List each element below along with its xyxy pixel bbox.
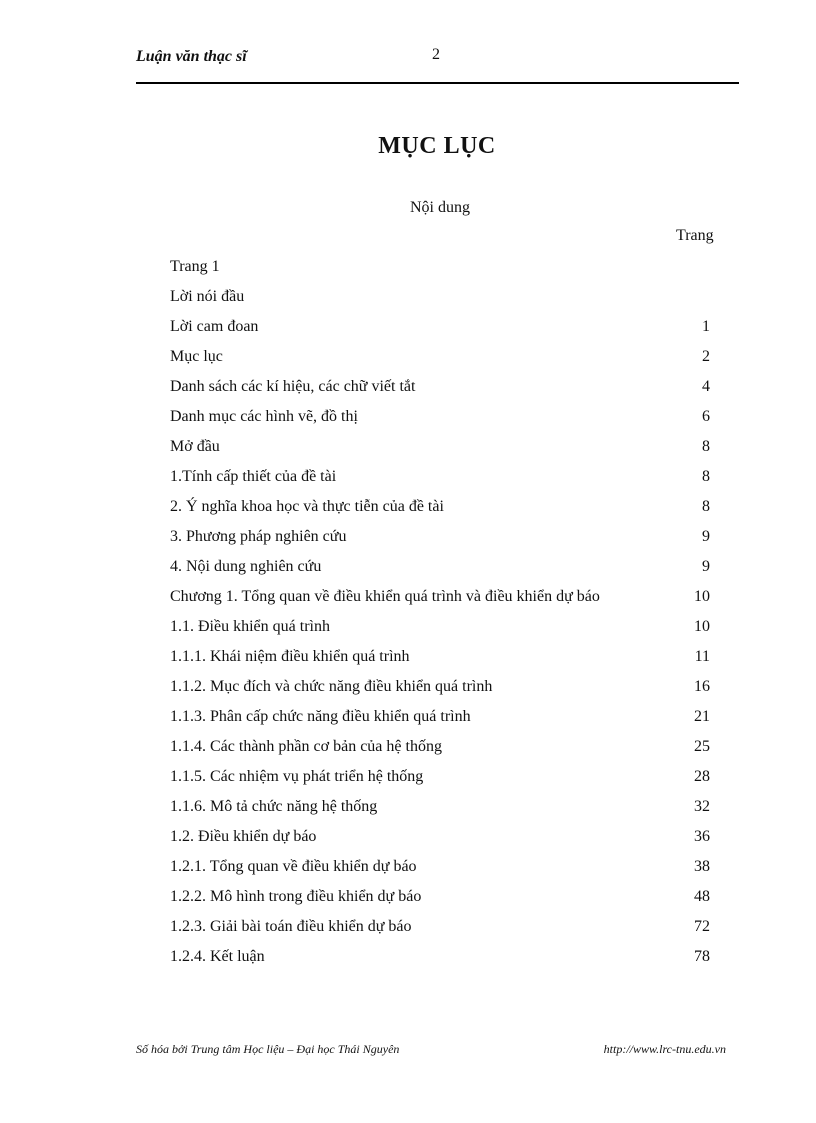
- toc-entry-page: 10: [694, 588, 710, 605]
- toc-entry: [170, 582, 710, 612]
- footer-url: http://www.lrc-tnu.edu.vn: [603, 1042, 726, 1056]
- toc-entry: [170, 342, 710, 372]
- toc-entry-page: 2: [702, 348, 710, 365]
- toc-entry: [170, 672, 710, 702]
- header-page-number: 2: [432, 46, 440, 63]
- toc-entry: [170, 402, 710, 432]
- toc-entry-page: 1: [702, 318, 710, 335]
- toc-entry: [170, 822, 710, 852]
- page-title: MỤC LỤC: [378, 133, 496, 159]
- toc-entry: [170, 612, 710, 642]
- toc-entry: [170, 252, 710, 282]
- toc-entry-page: 9: [702, 558, 710, 575]
- toc-entry-page: 21: [694, 708, 710, 725]
- toc-entry: [170, 852, 710, 882]
- toc-entry: [170, 702, 710, 732]
- content-column-header: Nội dung: [410, 199, 470, 216]
- toc-entry: [170, 372, 710, 402]
- toc-entry-label: 1.1.4. Các thành phần cơ bản của hệ thống: [170, 738, 442, 755]
- toc-entry-page: 4: [702, 378, 710, 395]
- toc-entry-page: 9: [702, 528, 710, 545]
- toc-entry-label: 1.2.4. Kết luận: [170, 948, 265, 965]
- toc-entry-label: 1.2.1. Tổng quan về điều khiển dự báo: [170, 858, 417, 875]
- toc-entry-label: 1.1.2. Mục đích và chức năng điều khiển quá trình: [170, 678, 493, 695]
- toc-entry: [170, 552, 710, 582]
- toc-entry-page: 8: [702, 438, 710, 455]
- toc-entry-label: Danh sách các kí hiệu, các chữ viết tắt: [170, 378, 416, 395]
- toc-entry-label: 1.1.6. Mô tả chức năng hệ thống: [170, 798, 378, 815]
- toc-entry: [170, 462, 710, 492]
- toc-entry-page: 11: [694, 648, 710, 665]
- toc-entry-label: 3. Phương pháp nghiên cứu: [170, 528, 347, 545]
- toc-entry-page: 36: [694, 828, 710, 845]
- toc-entry-label: 4. Nội dung nghiên cứu: [170, 558, 322, 575]
- toc-entry-label: 1.2.2. Mô hình trong điều khiển dự báo: [170, 888, 422, 905]
- toc-entry: [170, 942, 710, 972]
- header-thesis-label: Luận văn thạc sĩ: [136, 48, 247, 65]
- toc-entry-page: 28: [694, 768, 710, 785]
- toc-entry-label: 1.1.1. Khái niệm điều khiển quá trình: [170, 648, 410, 665]
- toc-entry: [170, 882, 710, 912]
- toc-entry-label: 1.1.5. Các nhiệm vụ phát triển hệ thống: [170, 768, 424, 785]
- toc-entry: [170, 522, 710, 552]
- toc-entry-label: Mục lục: [170, 348, 223, 365]
- toc-entry-page: 48: [694, 888, 710, 905]
- toc-entry-label: 2. Ý nghĩa khoa học và thực tiễn của đề tài: [170, 498, 444, 515]
- toc-entry-page: 25: [694, 738, 710, 755]
- toc-entry-page: 6: [702, 408, 710, 425]
- toc-entry: [170, 912, 710, 942]
- toc-entry-page: 38: [694, 858, 710, 875]
- toc-entry-page: 8: [702, 498, 710, 515]
- footer-digitized-by: Số hóa bởi Trung tâm Học liệu – Đại học Thái Nguyên: [136, 1042, 400, 1056]
- toc-entry-page: 32: [694, 798, 710, 815]
- toc-entry-page: 16: [694, 678, 710, 695]
- toc-entry: [170, 312, 710, 342]
- toc-entry-label: 1.1. Điều khiển quá trình: [170, 618, 330, 635]
- toc-entry-page: 72: [694, 918, 710, 935]
- toc-entry: [170, 762, 710, 792]
- toc-entry-label: Lời nói đầu: [170, 288, 245, 305]
- toc-entry: [170, 432, 710, 462]
- toc-entry-page: 8: [702, 468, 710, 485]
- toc-entry: [170, 732, 710, 762]
- toc-entry-label: 1.2.3. Giải bài toán điều khiển dự báo: [170, 918, 412, 935]
- toc-entry: [170, 492, 710, 522]
- toc-entry-label: Trang 1: [170, 258, 220, 275]
- toc-entry-label: Chương 1. Tổng quan về điều khiển quá trình và điều khiển dự báo: [170, 588, 600, 605]
- header-divider: [136, 82, 739, 84]
- toc-entry-label: Danh mục các hình vẽ, đồ thị: [170, 408, 358, 425]
- toc-entry-page: 78: [694, 948, 710, 965]
- toc-entry-label: 1.2. Điều khiển dự báo: [170, 828, 317, 845]
- toc-entry: [170, 642, 710, 672]
- table-of-contents: [170, 252, 710, 972]
- toc-entry: [170, 282, 710, 312]
- toc-entry-label: 1.Tính cấp thiết của đề tài: [170, 468, 337, 485]
- toc-entry-page: 10: [694, 618, 710, 635]
- toc-entry-label: Lời cam đoan: [170, 318, 259, 335]
- toc-entry-label: Mở đầu: [170, 438, 220, 455]
- toc-entry: [170, 792, 710, 822]
- toc-entry-label: 1.1.3. Phân cấp chức năng điều khiển quá trình: [170, 708, 471, 725]
- page-column-header: Trang: [676, 227, 714, 244]
